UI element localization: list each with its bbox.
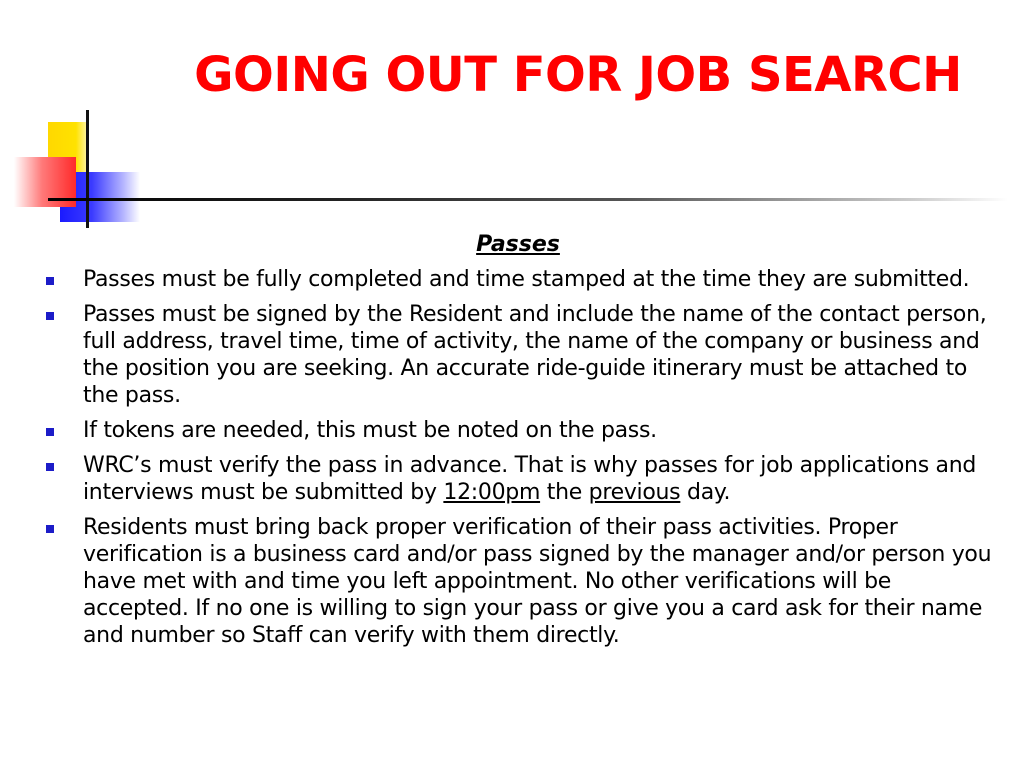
corner-decoration: [0, 0, 1024, 240]
bullet-text-part: the: [540, 480, 589, 505]
bullet-text: Passes must be fully completed and time stamped at the time they are submitted.: [83, 267, 970, 292]
section-subheading: Passes: [476, 232, 560, 257]
list-item: [44, 514, 999, 649]
list-item: [44, 266, 999, 293]
title-underline-rule: [48, 198, 1008, 201]
square-bullet-icon: [46, 312, 54, 320]
underlined-previous-word: previous: [588, 480, 681, 505]
bullet-list: [44, 266, 999, 657]
vertical-rule-decoration: [86, 110, 89, 228]
bullet-text-part: day.: [680, 480, 731, 505]
list-item: [44, 417, 999, 444]
bullet-text: Passes must be signed by the Resident and include the name of the contact person, full address, travel time, time of activity, the name of the company or business and the position you are seeking. An accurate ride-guide itinerary must be attached to the pass.: [83, 302, 987, 408]
bullet-text: If tokens are needed, this must be noted on the pass.: [83, 418, 657, 443]
underlined-deadline-time: 12:00pm: [443, 480, 541, 505]
square-bullet-icon: [46, 277, 54, 285]
square-bullet-icon: [46, 463, 54, 471]
slide-title: GOING OUT FOR JOB SEARCH: [194, 47, 962, 103]
bullet-text-part: WRC’s must verify the pass in advance. That is why passes for job applications and interviews must be submitted by: [83, 453, 977, 505]
square-bullet-icon: [46, 525, 54, 533]
bullet-text: Residents must bring back proper verification of their pass activities. Proper verification is a business card and/or pass signed by the manager and/or person you have met with and time you left appointment. No other verifications will be accepted. If no one is willing to sign your pass or give you a card ask for their name and number so Staff can verify with them directly.: [83, 515, 992, 648]
square-bullet-icon: [46, 428, 54, 436]
list-item: [44, 301, 999, 409]
list-item: [44, 452, 999, 506]
